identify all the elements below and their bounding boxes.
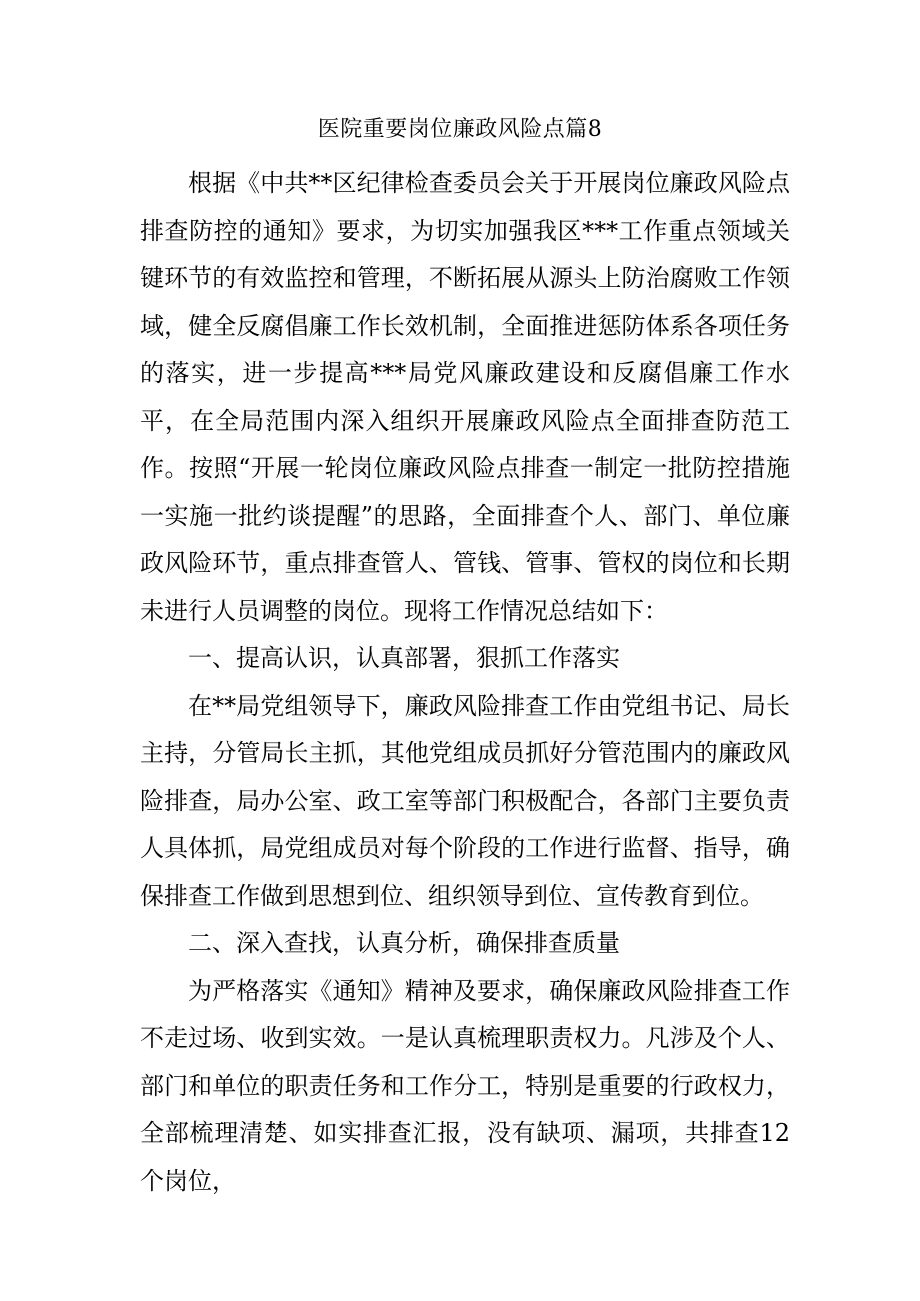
document-body (140, 160, 790, 1205)
paragraph-intro: 根据《中共**区纪律检查委员会关于开展岗位廉政风险点排查防控的通知》要求，为切实加强我区***工作重点领域关键环节的有效监控和管理，不断拓展从源头上防治腐败工作领域，健全反腐倡廉工作长效机制，全面推进惩防体系各项任务的落实，进一步提高***局党风廉政建设和反腐倡廉工作水平，在全局范围内深入组织开展廉政风险点全面排查防范工作。按照“开展一轮岗位廉政风险点排查一制定一批防控措施一实施一批约谈提醒”的思路，全面排查个人、部门、单位廉政风险环节，重点排查管人、管钱、管事、管权的岗位和长期未进行人员调整的岗位。现将工作情况总结如下： (140, 169, 790, 625)
document-title: 医院重要岗位廉政风险点篇8 (317, 117, 603, 142)
paragraph-section-2: 为严格落实《通知》精神及要求，确保廉政风险排查工作不走过场、收到实效。一是认真梳理职责权力。凡涉及个人、部门和单位的职责任务和工作分工，特别是重要的行政权力，全部梳理清楚、如实排查汇报，没有缺项、漏项，共排查12个岗位， (140, 976, 790, 1195)
section-heading-1: 一、提高认识，认真部署，狠抓工作落实 (188, 644, 620, 672)
paragraph-section-1: 在**局党组领导下，廉政风险排查工作由党组书记、局长主持，分管局长主抓，其他党组成员抓好分管范围内的廉政风险排查，局办公室、政工室等部门积极配合，各部门主要负责人具体抓，局党组成员对每个阶段的工作进行监督、指导，确保排查工作做到思想到位、组织领导到位、宣传教育到位。 (140, 691, 790, 910)
section-heading-2: 二、深入查找，认真分析，确保排查质量 (188, 929, 620, 957)
